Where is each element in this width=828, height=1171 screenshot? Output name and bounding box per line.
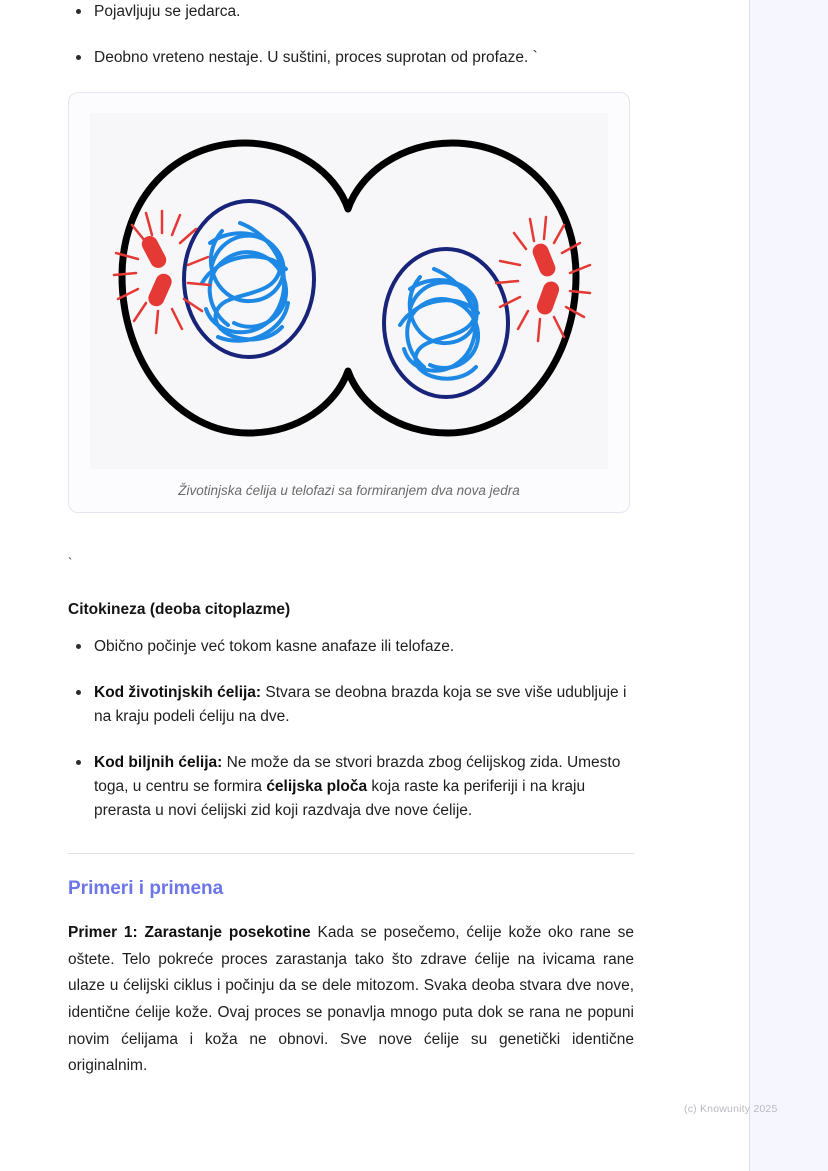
stray-mark: ` — [68, 555, 73, 571]
list-item-text: Stvara se deobna brazda koja se sve više udubljuje i na kraju podeli ćeliju na dve. — [94, 684, 627, 726]
telophase-bullet-list — [68, 0, 638, 70]
subsection-heading: Citokineza (deoba citoplazme) — [68, 601, 291, 619]
list-item: Deobno vreteno nestaje. U suštini, proces suprotan od profaze. ` — [68, 46, 638, 70]
example-body: Kada se posečemo, ćelije kože oko rane se oštete. Telo pokreće proces zarastanja tako što zdrave ćelije na ivicama rane ulaze u ćelijski ciklus i počinju da se dele mitozom. Svaka deoba stvara dve nove, identične ćelije kože. Ovaj proces se ponavlja mnogo puta dok se rana ne popuni novim ćelijama i koža ne obnovi. Sve nove ćelije su genetički identične originalnim. — [68, 924, 634, 1075]
list-item: Pojavljuju se jedarca. — [68, 0, 638, 24]
section-divider — [68, 853, 634, 854]
figure-caption: Životinjska ćelija u telofazi sa formiranjem dva nova jedra — [178, 483, 520, 499]
cytokinesis-bullet-list — [68, 635, 638, 823]
list-item-lead: Kod životinjskih ćelija: — [94, 684, 262, 702]
watermark: (c) Knowunity 2025 — [684, 1103, 778, 1115]
example-paragraph — [68, 920, 634, 1080]
list-item — [68, 681, 638, 729]
list-item-emphasis: ćelijska ploča — [266, 778, 368, 796]
section-title: Primeri i primena — [68, 878, 224, 900]
list-item-text: Obično počinje već tokom kasne anafaze ili telofaze. — [94, 638, 455, 656]
telophase-cell-illustration — [90, 113, 608, 469]
cell-diagram-svg — [90, 113, 608, 469]
example-lead: Primer 1: Zarastanje posekotine — [68, 924, 311, 942]
list-item — [68, 751, 638, 823]
list-item-lead: Kod biljnih ćelija: — [94, 754, 223, 772]
list-item-text: Ne može da se stvori brazda zbog ćelijskog zida. Umesto toga, u centru se formira — [94, 754, 621, 796]
list-item-text-tail: koja raste ka periferiji i na kraju prerasta u novi ćelijski zid koji razdvaja dve nove ćelije. — [94, 778, 586, 820]
page-side-band — [749, 0, 828, 1171]
document-content — [68, 0, 638, 1080]
list-item — [68, 635, 638, 659]
figure-card — [68, 92, 630, 513]
